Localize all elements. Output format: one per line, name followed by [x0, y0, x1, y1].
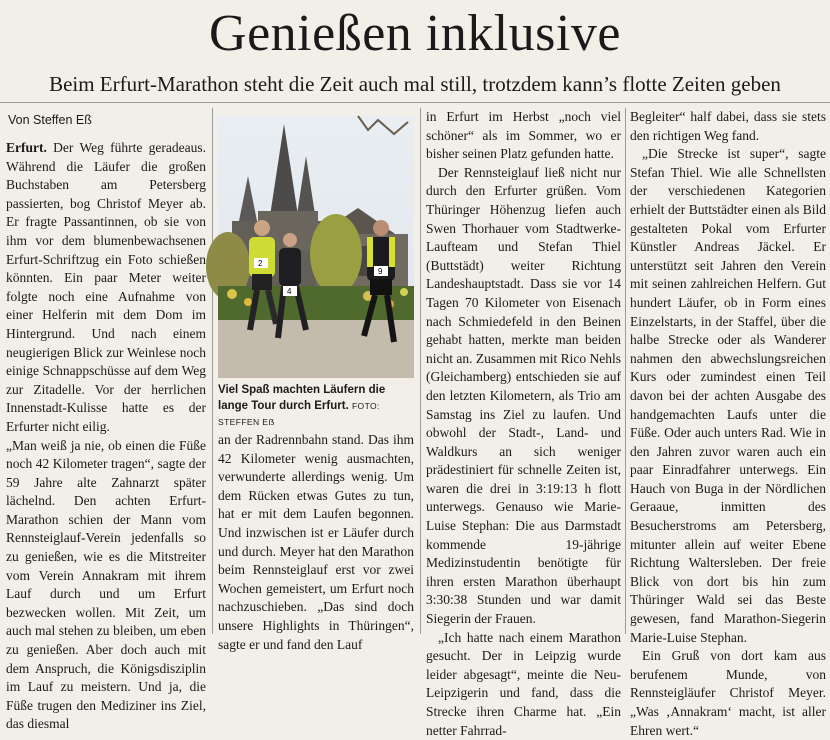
- caption-text: Viel Spaß machten Läufern die lange Tour durch Erfurt.: [218, 384, 386, 412]
- paragraph: „Man weiß ja nie, ob einen die Füße noch 42 Kilometer tragen“, sagte der 59 Jahre alte Zahnarzt später lächelnd. Den achten Erfurt-Marathon schien der Mann vom Rennsteiglauf-Verein jedenfalls so zu genießen, wie es die Mitstreiter vom Verein Annakram mit ihrem Lauf durch und um Erfurt bezwecken wollen. Mit Zeit, um auch mal stehen zu bleiben, um eben zu genießen. Aber doch auch mit dem Anspruch, die Königsdisziplin im Lauf zu meistern. Und ja, die Füße trugen den Mediziner ins Ziel, das diesmal: [6, 437, 206, 732]
- bib-number: 9: [378, 267, 383, 276]
- photo-credit: FOTO: STEFFEN Eẞ: [218, 401, 380, 427]
- paragraph: in Erfurt im Herbst „noch viel schöner“ als im Sommer, wo er bisher seinen Platz gefunden hatte.: [426, 109, 621, 162]
- photo-caption: [218, 382, 414, 430]
- bib-number: 4: [287, 287, 292, 296]
- paragraph: [6, 139, 206, 437]
- paragraph: an der Radrennbahn stand. Das ihm 42 Kilometer wenig ausmachten, verwunderte allerdings wenig. Um dem Rücken etwas Gutes zu tun, hat er mit dem Laufen begonnen. Und inzwischen ist er Läufer durch und durch. Meyer hat den Marathon beim Rennsteiglauf erst vor zwei Wochen gemeistert, um Erfurt noch nachzuschieben. „Das sind doch unsere Highlights in Thüringen“, sagte er und fand den Lauf: [218, 432, 414, 652]
- article-photo: [218, 116, 414, 378]
- paragraph: Ein Gruß von dort kam aus berufenem Munde, von Rennsteigläufer Christof Meyer. „Was ‚Annakram‘ macht, ist aller Ehren wert.“: [630, 648, 826, 738]
- paragraph: „Die Strecke ist super“, sagte Stefan Thiel. Wie alle Schnellsten der verschiedenen Kategorien erhielt der Buttstädter einen als Bild gestalteten Pokal vom Erfurter Künstler Andreas Jäckel. Er unterstützt seit Jahren den Verein mit seinen zahlreichen Helfern. Gut hundert Läufer, ob in Form eines Einzelstarts, in der Staffel, über die halbe Strecke oder als Wanderer nahmen den abwechslungsreichen Kurs oder zumindest einen Teil davon bei der achten Ausgabe des handgemachten Laufs unter die Füße. Oder auch unters Rad. Wie in den Jahren zuvor waren auch ein paar Einradfahrer unterwegs. Ein Hauch von Buga in der Nördlichen Geraaue, inmitten des Besucherstroms am Petersberg, mitunter allein auf weiter Ebene Richtung Waltersleben. Der freie Blick von dort bis hin zum Thüringer Wald sei das Beste gewesen, fand Marathon-Siegerin Marie-Luise Stephan.: [630, 146, 826, 645]
- column-divider: [625, 108, 626, 634]
- column-divider: [212, 108, 213, 634]
- column-divider: [420, 108, 421, 634]
- marathon-runners-photo: [218, 116, 414, 378]
- byline: Von Steffen Eß: [8, 113, 92, 127]
- column-3: [426, 108, 621, 738]
- paragraph: Der Rennsteiglauf ließ nicht nur durch den Erfurter grüßen. Vom Thüringer Höhenzug liefen auch Swen Thorhauer vom Stadtwerke-Laufteam und Stefan Thiel (Buttstädt) weiter Richtung Landeshauptstadt. Dass sie vor 14 Tagen 70 Kilometer von Eisenach nach Schmiedefeld in den Beinen gehabt hatten, merkte man beiden nicht an. Zusammen mit Rico Nehls (Gleichamberg) entschieden sie auf den letzten Kilometern, als Trio am Samstag ins Ziel zu laufen. Und obwohl der Stadt-, Land- und Waldkurs an sich weniger prädestiniert für schnelle Zeiten ist, waren die drei in 3:19:13 h flott unterwegs. Genauso wie Marie-Luise Stephan: Die aus Darmstadt kommende 19-jährige Medizinstudentin benötigte für ihren ersten Marathon überhaupt 3:30:38 Stunden und war damit Siegerin der Frauen.: [426, 164, 621, 627]
- headline: Genießen inklusive: [209, 5, 621, 62]
- paragraph: Begleiter“ half dabei, dass sie stets den richtigen Weg fand.: [630, 109, 826, 143]
- column-2: [218, 431, 414, 652]
- paragraph: „Ich hatte nach einem Marathon gesucht. Der in Leipzig wurde leider abgesagt“, meinte die Neu-Leipzigerin und fand, dass die Strecke ihren Charme hat. „Ein netter Fahrrad-: [426, 629, 621, 738]
- paragraph-text: Der Weg führte geradeaus. Während die Läufer die großen Buchstaben am Petersberg passierten, bog Christof Meyer ab. Er fragte Passantinnen, ob sie von ihm vor dem blumenbewachsenen Erfurt-Schriftzug ein Foto schießen könnten. Ein paar Meter weiter folgte noch eine Aufnahme von einer Helferin mit dem Dom im Hintergrund. Und nach einem neugierigen Blick zur Weinlese noch einige Schnappschüsse auf dem Weg zur Zitadelle. Vor der herrlichen Innenstadt-Kulisse hatte es der Erfurter nicht eilig.: [6, 140, 206, 434]
- column-1: [6, 139, 206, 732]
- header-rule: [0, 102, 830, 103]
- column-4: [630, 108, 826, 738]
- subheadline: Beim Erfurt-Marathon steht die Zeit auch mal still, trotzdem kann’s flotte Zeiten geben: [49, 72, 781, 96]
- bib-number: 2: [258, 259, 263, 268]
- dateline: Erfurt.: [6, 140, 47, 155]
